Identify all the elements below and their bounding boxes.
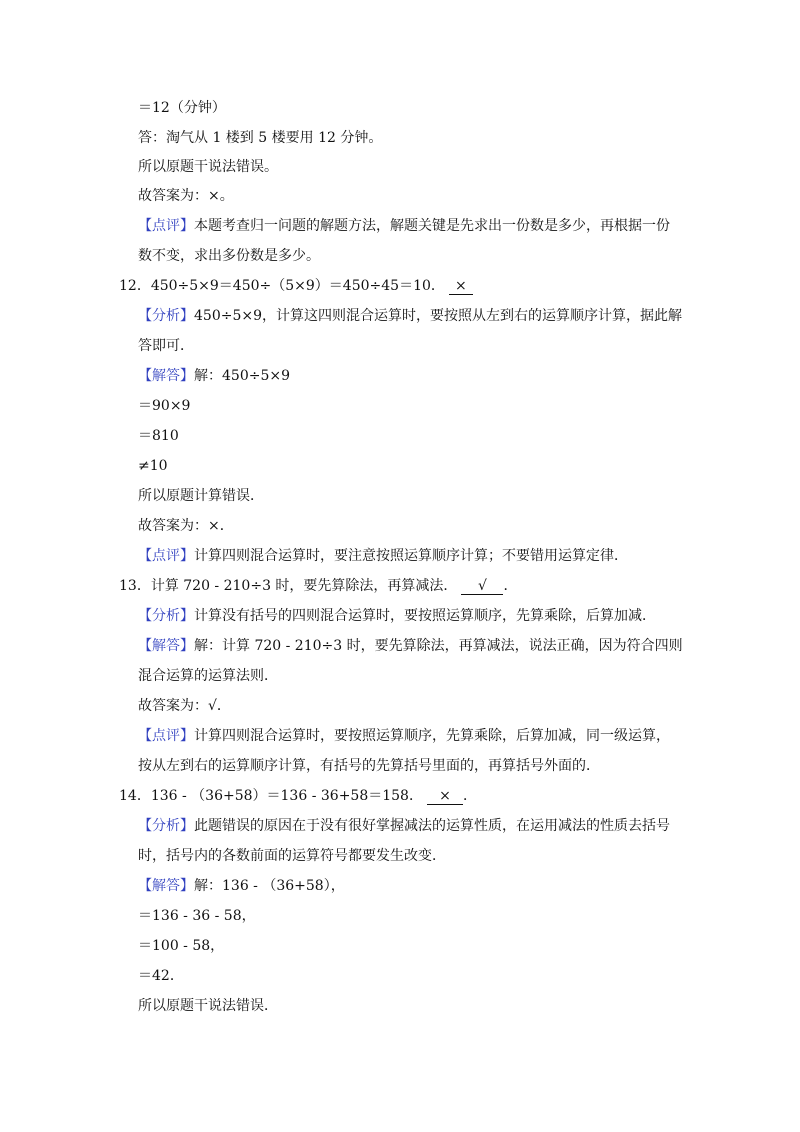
comment-line: 【点评】本题考查归一问题的解题方法，解题关键是先求出一份数是多少，再根据一份 [138,218,670,234]
text-line: ＝12（分钟） [138,100,226,116]
solution-line: 【解答】解：136 - （36+58）， [138,878,345,894]
question-12: 12．450÷5×9＝450÷（5×9）＝450÷45＝10． × [119,276,473,296]
analysis-line: 【分析】计算没有括号的四则混合运算时，要按照运算顺序，先算乘除，后算加减． [138,608,656,624]
comment-tag: 【点评】 [138,218,194,234]
comment-tag: 【点评】 [138,548,194,564]
text-line: 所以原题干说法错误。 [138,159,278,175]
text-line: ≠10 [138,458,168,474]
solution-tag: 【解答】 [138,638,194,654]
comment-tag: 【点评】 [138,728,194,744]
text-line: 故答案为：×。 [138,188,234,204]
answer-blank: × [449,278,473,295]
answer-blank: √ [461,578,503,595]
analysis-tag: 【分析】 [138,308,194,324]
text-line: 所以原题干说法错误． [138,998,278,1014]
answer-blank: × [427,788,463,805]
solution-tag: 【解答】 [138,878,194,894]
question-13: 13．计算 720 - 210÷3 时，要先算除法，再算减法． √ ． [119,578,518,594]
text-line: 按从左到右的运算顺序计算，有括号的先算括号里面的，再算括号外面的． [138,758,600,774]
analysis-tag: 【分析】 [138,608,194,624]
text-line: 答：淘气从 1 楼到 5 楼要用 12 分钟。 [138,130,383,146]
text-line: 混合运算的运算法则． [138,668,278,684]
text-line: 故答案为：×． [138,518,234,534]
text-line: ＝136 - 36 - 58， [138,908,256,924]
text-line: ＝810 [138,428,179,444]
solution-line: 【解答】解：计算 720 - 210÷3 时，要先算除法，再算减法，说法正确，因为符合四则 [138,638,683,654]
analysis-tag: 【分析】 [138,818,194,834]
analysis-line: 【分析】450÷5×9，计算这四则混合运算时，要按照从左到右的运算顺序计算，据此解 [138,308,682,324]
comment-line: 【点评】计算四则混合运算时，要按照运算顺序，先算乘除，后算加减，同一级运算， [138,728,670,744]
text-line: ＝90×9 [138,398,191,414]
solution-tag: 【解答】 [138,368,194,384]
text-line: 数不变，求出多份数是多少。 [138,248,320,264]
comment-line: 【点评】计算四则混合运算时，要注意按照运算顺序计算；不要错用运算定律． [138,548,628,564]
question-14: 14．136 - （36+58）＝136 - 36+58＝158． × ． [119,788,477,804]
text-line: 所以原题计算错误． [138,488,264,504]
analysis-line: 【分析】此题错误的原因在于没有很好掌握减法的运算性质，在运用减法的性质去括号 [138,818,670,834]
text-line: ＝100 - 58， [138,938,225,954]
solution-line: 【解答】解：450÷5×9 [138,368,290,384]
text-line: 时，括号内的各数前面的运算符号都要发生改变． [138,848,446,864]
text-line: 故答案为：√． [138,698,231,714]
text-line: 答即可． [138,338,194,354]
text-line: ＝42． [138,968,184,984]
